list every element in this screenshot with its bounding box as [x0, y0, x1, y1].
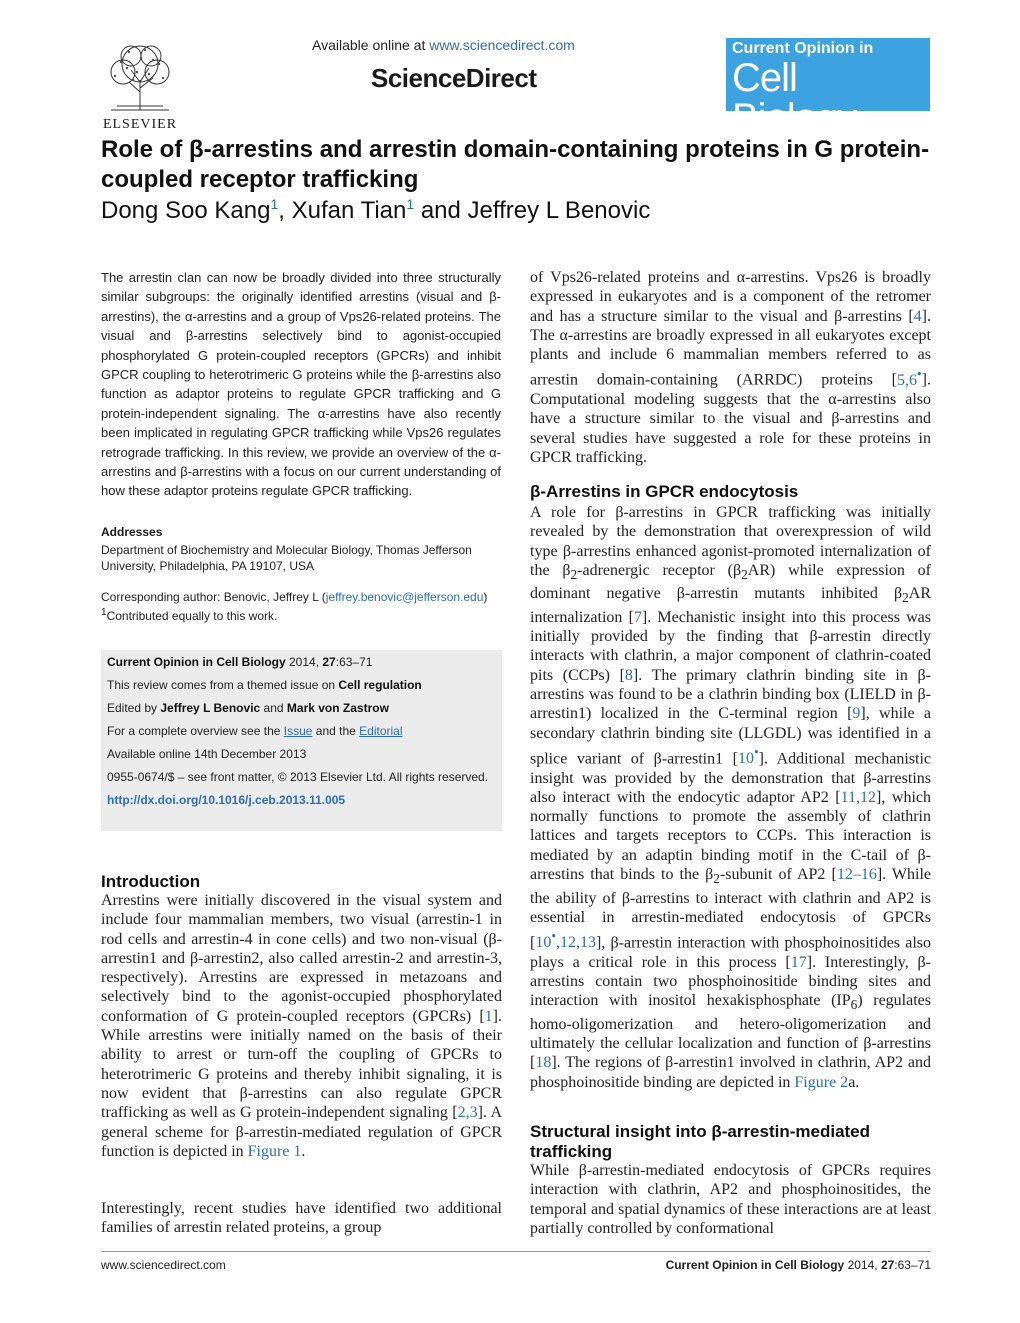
elsevier-logo — [98, 42, 182, 132]
journal-logo — [726, 38, 930, 140]
contribution-note: Contributed equally to this work. — [106, 609, 278, 623]
author-name: Xufan Tian — [291, 197, 407, 224]
structural-insight-heading: Structural insight into β-arrestin-mediated trafficking — [530, 1122, 871, 1161]
introduction-heading: Introduction — [101, 872, 201, 891]
author-email-link[interactable]: jeffrey.benovic@jefferson.edu — [325, 590, 484, 604]
endocytosis-heading: β-Arrestins in GPCR endocytosis — [530, 482, 799, 501]
addresses-text: Department of Biochemistry and Molecular Biology, Thomas Jefferson University, Philadelphia, PA 19107, USA — [101, 543, 472, 573]
themed-topic: Cell regulation — [338, 678, 422, 692]
structural-insight-paragraph: While β-arrestin-mediated endocytosis of GPCRs requires interaction with clathrin, AP2 and phosphoinositides, the temporal and spatial dynamics of these interactions are at least partially controlled by conformational — [530, 1162, 931, 1237]
footer-url[interactable]: www.sciencedirect.com — [101, 1258, 226, 1272]
available-date: Available online 14th December 2013 — [107, 747, 307, 761]
journal-logo-name: Cell Biology — [732, 56, 857, 140]
copyright: 0955-0674/$ – see front matter, © 2013 Elsevier Ltd. All rights reserved. — [107, 770, 489, 784]
sciencedirect-link[interactable]: www.sciencedirect.com — [429, 37, 575, 53]
elsevier-wordmark: ELSEVIER — [102, 117, 178, 132]
intro-paragraph-2: Interestingly, recent studies have identified two additional families of arrestin related proteins, a group — [101, 1200, 502, 1237]
author-name: Jeffrey L Benovic — [467, 197, 651, 224]
intro-paragraph-2-cont: of Vps26-related proteins and α-arrestins. Vps26 is broadly expressed in eukaryotes and is a component of the retromer and has a structure similar to the visual and β-arrestins [4]. The α-arrestins are broadly expressed in all eukaryotes except plants and include 6 mammalian members referred to as arrestin domain-containing (ARRDC) proteins [5,6•]. Computational modeling suggests that the α-arrestins also have a structure similar to the visual and β-arrestins and several studies have suggested a role for these proteins in GPCR trafficking. — [530, 269, 931, 466]
author-mark[interactable]: 1 — [270, 196, 279, 212]
editorial-link[interactable]: Editorial — [359, 724, 403, 738]
abstract: The arrestin clan can now be broadly divided into three structurally similar subgroups: the originally identified arrestins (visual and β-arrestins), the α-arrestins and a group of Vps26-related proteins. The visual and β-arrestins selectively bind to agonist-occupied phosphorylated G protein-coupled receptors (GPCRs) and inhibit GPCR coupling to heterotrimeric G proteins while the β-arrestins also function as adaptor proteins to regulate GPCR trafficking and G protein-independent signaling. The α-arrestins have also recently been implicated in regulating GPCR trafficking while Vps26 regulates retrograde trafficking. In this review, we provide an overview of the α-arrestins and β-arrestins with a focus on our current understanding of how these adaptor proteins regulate GPCR trafficking. — [101, 270, 501, 499]
issue-link[interactable]: Issue — [283, 724, 313, 738]
doi-link[interactable]: http://dx.doi.org/10.1016/j.ceb.2013.11.005 — [107, 793, 346, 807]
available-online: Available online at www.sciencedirect.com — [312, 37, 575, 53]
addresses-heading: Addresses — [101, 525, 163, 539]
endocytosis-paragraph: A role for β-arrestins in GPCR trafficking was initially revealed by the demonstration that overexpression of wild type β-arrestins enhanced agonist-promoted internalization of the $\beta_2$-adrenergic receptor $(\beta_2AR)$ while expression of dominant negative β-arrestin mutants inhibited $\beta_2AR$ internalization [7]. Mechanistic insight into this process was initially provided by the finding that β-arrestin directly interacts with clathrin, a major component of clathrin-coated pits (CCPs) [8]. The primary clathrin binding site in β-arrestins was found to be a clathrin binding box (LIELD in β-arrestin1) localized in the C-terminal region [9], while a secondary clathrin binding site (LLGDL) was identified in a splice variant of β-arrestin1 [10•]. Additional mechanistic insight was provided by the demonstration that β-arrestins also interact with the endocytic adaptor AP2 [11,12], which normally functions to promote the assembly of clathrin lattices and targets receptors to CCPs. This interaction is mediated by an adaptin binding motif in the C-tail of β-arrestins that binds to the $\beta_2$-subunit of AP2 [12–16]. While the ability of β-arrestins to interact with clathrin and AP2 is essential in arrestin-mediated endocytosis of GPCRs [10•,12,13], β-arrestin interaction with phosphoinositides also plays a critical role in this process [17]. Interestingly, β-arrestins contain two phosphoinositide binding sites and interaction with inositol hexakisphosphate $(IP_6)$ regulates homo-oligomerization and hetero-oligomerization and ultimately the cellular localization and function of β-arrestins [18]. The regions of β-arrestin1 involved in clathrin, AP2 and phosphoinositide binding are depicted in Figure 2a. — [530, 504, 932, 1091]
sciencedirect-brand: ScienceDirect — [371, 63, 537, 93]
author-list: Dong Soo Kang$^1$, Xufan Tian$^1$ and Jeffrey L Benovic — [101, 196, 651, 224]
author-mark[interactable]: 1 — [406, 196, 415, 212]
footer-citation: Current Opinion in Cell Biology 2014, 27:63–71 — [665, 1258, 931, 1272]
footer-rule — [101, 1251, 931, 1252]
corresponding-author: Corresponding author: Benovic, Jeffrey L (jeffrey.benovic@jefferson.edu) $^1$Contributed equally to this work. — [101, 590, 488, 623]
journal-logo-top: Current Opinion in — [732, 40, 874, 57]
intro-paragraph-1: Arrestins were initially discovered in the visual system and include four mammalian members, two visual (arrestin-1 in rod cells and arrestin-4 in cone cells) and two non-visual (β-arrestin1 and β-arrestin2, also called arrestin-2 and arrestin-3, respectively). Arrestins are expressed in metazoans and selectively bind to the agonist-occupied phosphorylated conformation of G protein-coupled receptors (GPCRs) [1]. While arrestins were initially named on the basis of their ability to arrest or turn-off the coupling of GPCRs to heterotrimeric G proteins and thereby inhibit signaling, it is now evident that β-arrestins can also regulate GPCR trafficking as well as G protein-independent signaling [2,3]. A general scheme for β-arrestin-mediated regulation of GPCR function is depicted in Figure 1. — [101, 892, 503, 1160]
elsevier-tree-icon — [101, 42, 179, 112]
author-name: Dong Soo Kang — [101, 197, 271, 224]
article-info-box: Current Opinion in Cell Biology 2014, 27:63–71 This review comes from a themed issue on Cell regulation Edited by Jeffrey L Benovic and Mark von Zastrow For a complete overview see the Issue and the Editorial Available online 14th December 2013 0955-0674/$ – see front matter, © 2013 Elsevier Ltd. All rights reserved. http://dx.doi.org/10.1016/j.ceb.2013.11.005 — [101, 650, 502, 831]
article-title: Role of β-arrestins and arrestin domain-containing proteins in G protein-coupled receptor trafficking — [101, 136, 930, 193]
